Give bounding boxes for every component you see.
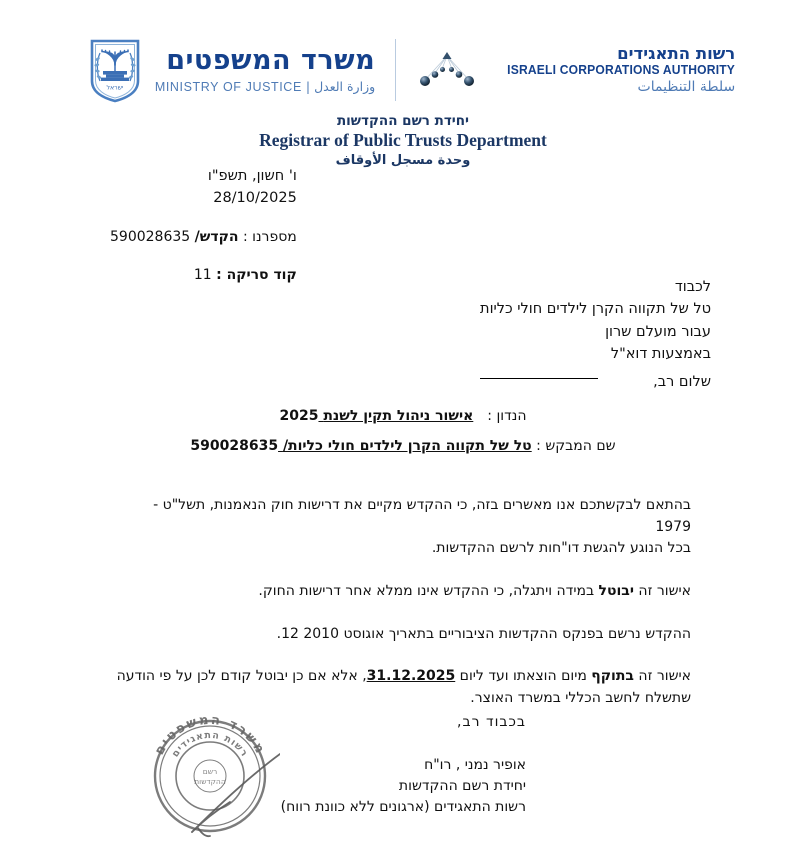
applicant-name: טל של תקווה הקרן לילדים חולי כליות/ bbox=[282, 438, 532, 454]
addressee-block bbox=[480, 276, 711, 379]
ministry-of-justice-logo bbox=[71, 37, 375, 103]
official-round-rubber-stamp-icon bbox=[140, 706, 280, 846]
corporations-authority-title-english: ISRAELI CORPORATIONS AUTHORITY bbox=[507, 62, 736, 78]
body-p2-bold: יבוטל bbox=[598, 583, 634, 600]
corporations-authority-title-hebrew: רשות התאגידים bbox=[617, 43, 736, 63]
ministry-title-hebrew: משרד המשפטים bbox=[166, 44, 376, 76]
body-p1-part1: בהתאם לבקשתכם אנו מאשרים בזה, כי ההקדש מקיים את דרישות חוק הנאמנות, תשל"ט - bbox=[153, 497, 691, 513]
applicant-label: שם המבקש : bbox=[536, 438, 616, 454]
addressee-organization: טל של תקווה הקרן לילדים חולי כליות bbox=[480, 301, 711, 318]
greeting-line: שלום רב, bbox=[653, 374, 711, 390]
body-p4-part1: אישור זה bbox=[633, 668, 691, 685]
ministry-subtitle-separator: | bbox=[305, 78, 311, 94]
date-gregorian: 28/10/2025 bbox=[213, 189, 297, 206]
corporations-authority-title-arabic: سلطة التنظيمات bbox=[637, 79, 736, 96]
body-p2-part1: אישור זה bbox=[633, 583, 691, 600]
addressee-delivery-method: באמצעות דוא"ל bbox=[610, 346, 711, 363]
body-p3-part2: . bbox=[276, 625, 282, 642]
scan-code-value: 11 bbox=[193, 266, 212, 283]
scan-code-label: קוד סריקה : bbox=[216, 266, 297, 283]
ministry-subtitle-english: MINISTRY OF JUSTICE bbox=[154, 79, 302, 94]
reference-label: מספרנו : bbox=[242, 228, 297, 245]
addressee-rule bbox=[480, 378, 598, 379]
subject-label: הנדון : bbox=[487, 408, 527, 424]
body-p1-part2: בכל הנוגע להגשת דו"חות לרשם ההקדשות. bbox=[431, 540, 691, 557]
svg-text:רשות התאגידים: רשות התאגידים bbox=[169, 729, 251, 760]
body-paragraph-1 bbox=[115, 495, 691, 560]
reference-number: 590028635 bbox=[110, 228, 191, 245]
corporations-authority-text bbox=[490, 45, 735, 96]
ministry-subtitle bbox=[154, 78, 376, 94]
letter-body bbox=[115, 495, 691, 731]
ministry-of-justice-text bbox=[154, 44, 376, 94]
corporations-authority-network-mark-icon bbox=[416, 47, 478, 93]
reference-sub-label: הקדש/ bbox=[194, 228, 239, 245]
signatory-name: אופיר נמני , רו"ח bbox=[424, 757, 526, 773]
body-paragraph-2 bbox=[115, 581, 691, 603]
date-hebrew: ו' חשון, תשפ"ו bbox=[207, 168, 297, 184]
applicant-number: 590028635 bbox=[190, 438, 279, 454]
subject-value-year: 2025 bbox=[279, 408, 319, 424]
body-p2-part2: במידה ויתגלה, כי ההקדש אינו ממלא אחר דרישות החוק. bbox=[258, 583, 599, 600]
signature-regards: בכבוד רב, bbox=[457, 714, 526, 730]
body-paragraph-4 bbox=[115, 666, 691, 709]
israel-state-emblem-menorah-icon bbox=[89, 37, 141, 103]
subject-line bbox=[280, 408, 527, 424]
subject-value-text: אישור ניהול תקין לשנת bbox=[323, 408, 474, 424]
body-p3-part1: ההקדש נרשם בפנקס ההקדשות הציבוריים בתאריך bbox=[384, 625, 691, 642]
department-name-arabic: وحدة مسجل الأوقاف bbox=[335, 153, 471, 169]
signatory-unit: יחידת רשם ההקדשות bbox=[398, 778, 526, 794]
body-paragraph-3 bbox=[115, 624, 691, 646]
body-p4-bold: בתוקף bbox=[591, 668, 634, 685]
body-p3-date: 12 אוגוסט 2010 bbox=[281, 625, 385, 642]
addressee-attention: עבור מועלם שרון bbox=[605, 323, 711, 340]
body-p4-expiry-date: 31.12.2025 bbox=[366, 668, 456, 685]
signatory-authority: רשות התאגידים (ארגונים ללא כוונת רווח) bbox=[280, 799, 526, 815]
document-meta bbox=[110, 166, 297, 286]
scan-code-row bbox=[110, 265, 297, 286]
letterhead bbox=[0, 26, 806, 114]
applicant-block bbox=[95, 438, 711, 454]
addressee-salutation: לכבוד bbox=[674, 279, 711, 295]
svg-text:משרד המשפטים: משרד המשפטים bbox=[152, 712, 268, 758]
emblem-caption: ישראל bbox=[106, 84, 124, 92]
ministry-subtitle-arabic: وزارة العدل bbox=[314, 78, 376, 94]
letterhead-divider bbox=[395, 39, 396, 101]
department-name-english: Registrar of Public Trusts Department bbox=[259, 130, 547, 151]
svg-text:רשם: רשם bbox=[202, 767, 218, 776]
reference-row bbox=[110, 227, 297, 248]
department-title-block bbox=[0, 113, 806, 170]
body-p4-part3: , אלא אם כן יבוטל קודם לכן על פי הודעה שתשלח לחשב הכללי במשרד האוצר. bbox=[116, 668, 691, 707]
subject-block bbox=[95, 408, 711, 424]
body-p1-year: 1979 bbox=[655, 518, 691, 535]
subject-value bbox=[280, 408, 474, 424]
applicant-value bbox=[190, 438, 531, 454]
signature-block bbox=[281, 712, 526, 818]
body-p4-part2: מיום הוצאתו ועד ליום bbox=[455, 668, 592, 685]
corporations-authority-logo bbox=[416, 45, 735, 96]
department-name-hebrew: יחידת רשם ההקדשות bbox=[336, 113, 470, 129]
svg-text:ההקדשות: ההקדשות bbox=[194, 777, 226, 786]
